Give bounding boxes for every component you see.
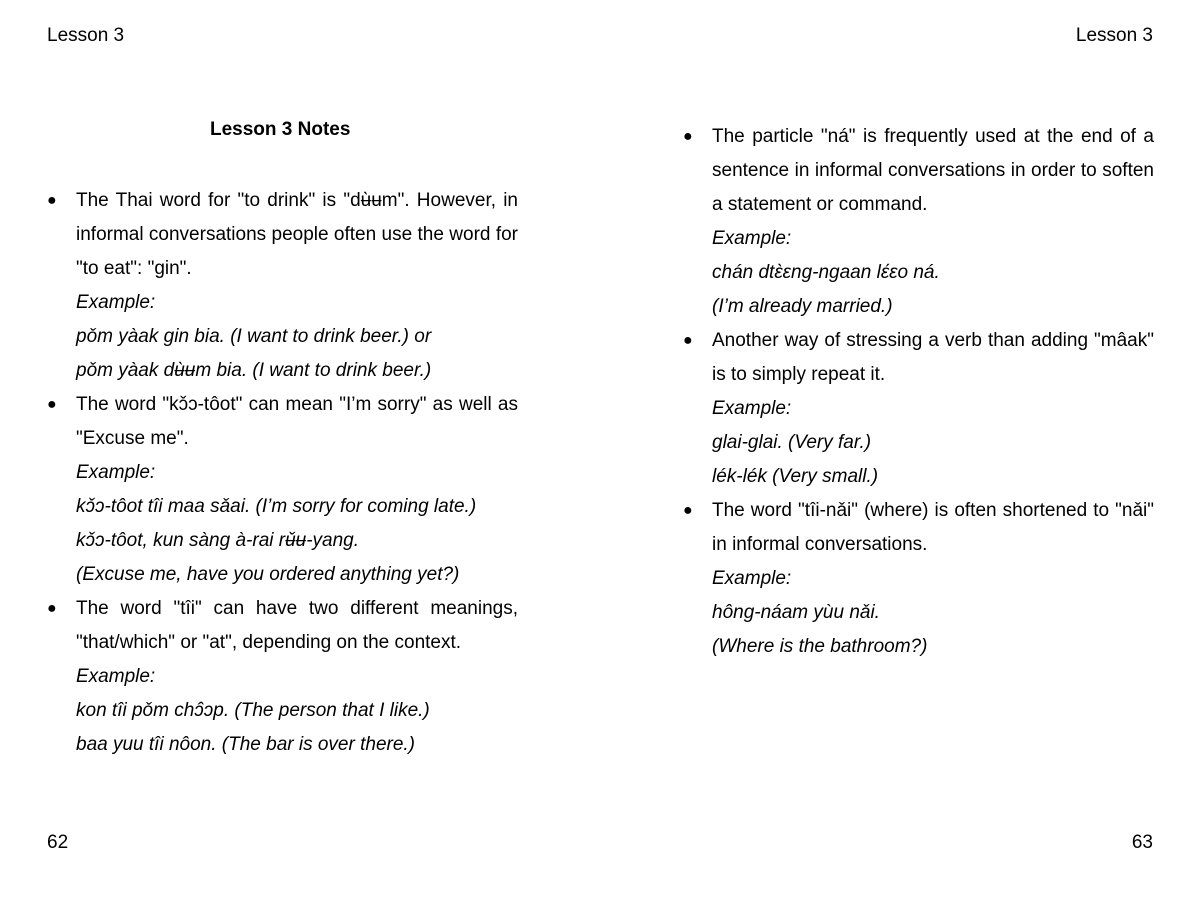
example-line: (Where is the bathroom?) <box>712 636 928 657</box>
note-text: The Thai word for "to drink" is "dʉ̀ʉm". However, in informal conversations people often use the word for "to eat": "gin". <box>76 190 518 279</box>
example-line: baa yuu tîi nôon. (The bar is over there.) <box>76 734 416 755</box>
example-line: lék-lék (Very small.) <box>712 466 879 487</box>
note-item <box>47 388 518 592</box>
note-text: Another way of stressing a verb than adding "mâak" is to simply repeat it. <box>712 330 1154 385</box>
notes-list <box>47 184 518 762</box>
note-item <box>683 120 1154 324</box>
notes-title: Lesson 3 Notes <box>210 119 351 140</box>
example-label: Example: <box>712 228 792 249</box>
bullet-icon: ● <box>47 600 57 617</box>
note-item <box>47 184 518 388</box>
bullet-icon: ● <box>47 192 57 209</box>
example-line: glai-glai. (Very far.) <box>712 432 872 453</box>
bullet-icon: ● <box>683 502 693 519</box>
note-text: The word "tîi" can have two different meanings, "that/which" or "at", depending on the context. <box>76 598 518 653</box>
example-line: (Excuse me, have you ordered anything yet?) <box>76 564 460 585</box>
example-line: pǒm yàak gin bia. (I want to drink beer.) or <box>76 326 432 347</box>
page-number-left: 62 <box>47 832 69 853</box>
bullet-icon: ● <box>47 396 57 413</box>
header-left-lesson: Lesson 3 <box>47 25 125 46</box>
example-label: Example: <box>76 292 156 313</box>
example-line: kon tîi pǒm chɔ̂ɔp. (The person that I like.) <box>76 700 430 721</box>
example-line: pǒm yàak dʉ̀ʉm bia. (I want to drink beer.) <box>76 360 432 381</box>
example-label: Example: <box>712 568 792 589</box>
example-label: Example: <box>712 398 792 419</box>
note-item <box>683 494 1154 664</box>
note-text: The word "tîi-nǎi" (where) is often shortened to "nǎi" in informal conversations. <box>712 500 1154 555</box>
note-text: The word "kɔ̌ɔ-tôot" can mean "I’m sorry" as well as "Excuse me". <box>76 394 518 449</box>
header-right-lesson: Lesson 3 <box>1075 25 1153 46</box>
bullet-icon: ● <box>683 332 693 349</box>
example-label: Example: <box>76 462 156 483</box>
example-line: (I’m already married.) <box>712 296 893 317</box>
example-line: kɔ̌ɔ-tôot tîi maa sǎai. (I’m sorry for coming late.) <box>76 496 477 517</box>
right-page <box>683 120 1154 664</box>
example-line: kɔ̌ɔ-tôot, kun sàng à-rai rʉ̌ʉ-yang. <box>76 530 360 551</box>
page-number-right: 63 <box>1131 832 1153 853</box>
left-page <box>47 116 518 762</box>
note-text: The particle "ná" is frequently used at the end of a sentence in informal conversations in order to soften a statement or command. <box>712 126 1154 215</box>
example-line: chán dtɛ̀ɛng-ngaan lɛ́ɛo ná. <box>712 262 940 283</box>
bullet-icon: ● <box>683 128 693 145</box>
note-item <box>683 324 1154 494</box>
example-label: Example: <box>76 666 156 687</box>
example-line: hông-náam yùu nǎi. <box>712 602 880 623</box>
note-item <box>47 592 518 762</box>
